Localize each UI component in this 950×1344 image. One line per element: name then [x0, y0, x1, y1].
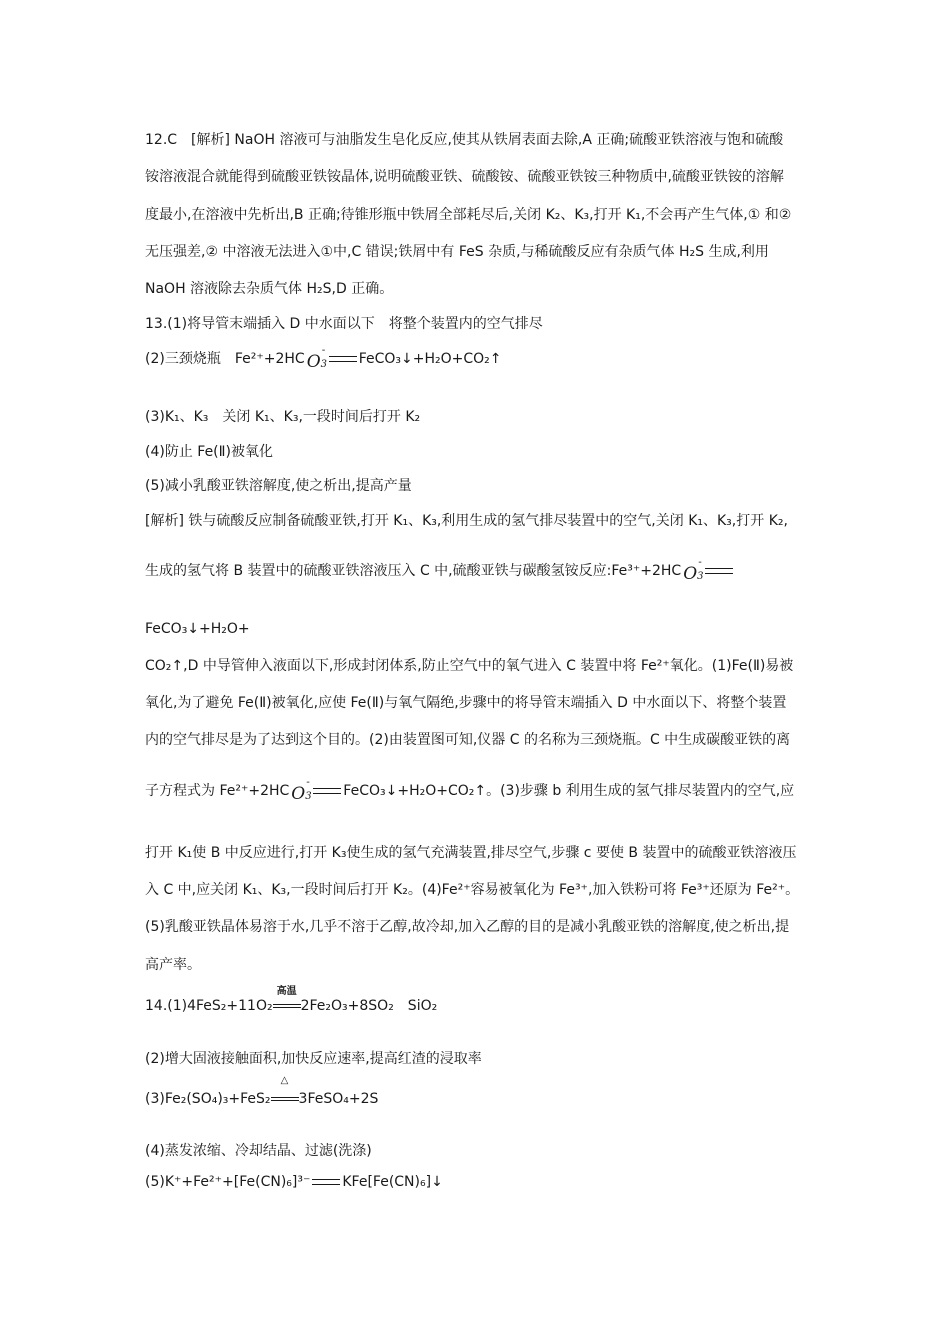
q13-analysis-2: 生成的氢气将 B 装置中的硫酸亚铁溶液压入 C 中,硫酸亚铁与碳酸氢铵反应:Fe³⁺+2HC O3 - [145, 560, 735, 580]
q13-analysis-7: 子方程式为 Fe²⁺+2HC O3 - FeCO₃↓+H₂O+CO₂↑。(3)步骤 b 利用生成的氢气排尽装置内的空气,应 [145, 777, 795, 804]
q13-analysis-5: 氧化,为了避免 Fe(Ⅱ)被氧化,应使 Fe(Ⅱ)与氧气隔绝,步骤中的将导管末端插入 D 中水面以下、将整个装置 [145, 695, 787, 711]
bicarbonate-o3: O3 - [683, 557, 704, 584]
q13-analysis-10: (5)乳酸亚铁晶体易溶于水,几乎不溶于乙醇,故冷却,加入乙醇的目的是减小乳酸亚铁的溶解度,使之析出,提 [145, 919, 790, 935]
q13-answer-2-left: (2)三颈烧瓶 Fe²⁺+2HC [145, 351, 305, 367]
q13-answer-2-right: FeCO₃↓+H₂O+CO₂↑ [358, 351, 502, 367]
q12-line-4: 无压强差,② 中溶液无法进入①中,C 错误;铁屑中有 FeS 杂质,与稀硫酸反应有杂质气体 H₂S 生成,利用 [145, 244, 769, 260]
q13-answer-5: (5)减小乳酸亚铁溶解度,使之析出,提高产量 [145, 478, 412, 494]
q13-analysis-9: 入 C 中,应关闭 K₁、K₃,一段时间后打开 K₂。(4)Fe²⁺容易被氧化为 Fe³⁺,加入铁粉可将 Fe³⁺还原为 Fe²⁺。 [145, 882, 800, 898]
equals-sign [312, 1179, 340, 1185]
equals-with-condition: 高温 [273, 996, 301, 1010]
q13-analysis-8: 打开 K₁使 B 中反应进行,打开 K₃使生成的氢气充满装置,排尽空气,步骤 c 要使 B 装置中的硫酸亚铁溶液压 [145, 845, 797, 861]
q13-analysis-1: [解析] 铁与硫酸反应制备硫酸亚铁,打开 K₁、K₃,利用生成的氢气排尽装置中的空气,关闭 K₁、K₃,打开 K₂, [145, 513, 788, 529]
equals-sign [329, 356, 357, 362]
bicarbonate-o3: O3 - [291, 777, 312, 804]
bicarbonate-o3: O3 - [306, 345, 327, 372]
q12-line-2: 铵溶液混合就能得到硫酸亚铁铵晶体,说明硫酸亚铁、硫酸铵、硫酸亚铁铵三种物质中,硫酸亚铁铵的溶解 [145, 169, 784, 185]
q13-answer-2 [145, 345, 502, 372]
equals-sign [313, 788, 341, 794]
q14-answer-1: 14.(1)4FeS₂+11O₂ 高温 2Fe₂O₃+8SO₂ SiO₂ [145, 986, 438, 1014]
q13-answer-1: 13.(1)将导管末端插入 D 中水面以下 将整个装置内的空气排尽 [145, 316, 543, 332]
q13-answer-3: (3)K₁、K₃ 关闭 K₁、K₃,一段时间后打开 K₂ [145, 409, 421, 425]
q14-answer-5: (5)K⁺+Fe²⁺+[Fe(CN)₆]³⁻ KFe[Fe(CN)₆]↓ [145, 1174, 443, 1190]
equals-with-condition: △ [271, 1089, 299, 1103]
q14-answer-2: (2)增大固液接触面积,加快反应速率,提高红渣的浸取率 [145, 1051, 482, 1067]
equals-sign [705, 568, 733, 574]
q13-answer-4: (4)防止 Fe(Ⅱ)被氧化 [145, 444, 273, 460]
q12-line-5: NaOH 溶液除去杂质气体 H₂S,D 正确。 [145, 281, 394, 297]
q13-analysis-6: 内的空气排尽是为了达到这个目的。(2)由装置图可知,仪器 C 的名称为三颈烧瓶。C 中生成碳酸亚铁的离 [145, 732, 791, 748]
q13-analysis-4: CO₂↑,D 中导管伸入液面以下,形成封闭体系,防止空气中的氧气进入 C 装置中将 Fe²⁺氧化。(1)Fe(Ⅱ)易被 [145, 658, 794, 674]
q14-answer-4: (4)蒸发浓缩、冷却结晶、过滤(洗涤) [145, 1143, 372, 1159]
q13-analysis-11: 高产率。 [145, 957, 201, 973]
q14-answer-3: (3)Fe₂(SO₄)₃+FeS₂ △ 3FeSO₄+2S [145, 1075, 379, 1107]
q13-analysis-3: FeCO₃↓+H₂O+ [145, 621, 250, 637]
q12-line-3: 度最小,在溶液中先析出,B 正确;待锥形瓶中铁屑全部耗尽后,关闭 K₂、K₃,打开 K₁,不会再产生气体,① 和② [145, 207, 792, 223]
q12-line-1: 12.C [解析] NaOH 溶液可与油脂发生皂化反应,使其从铁屑表面去除,A 正确;硫酸亚铁溶液与饱和硫酸 [145, 132, 784, 148]
